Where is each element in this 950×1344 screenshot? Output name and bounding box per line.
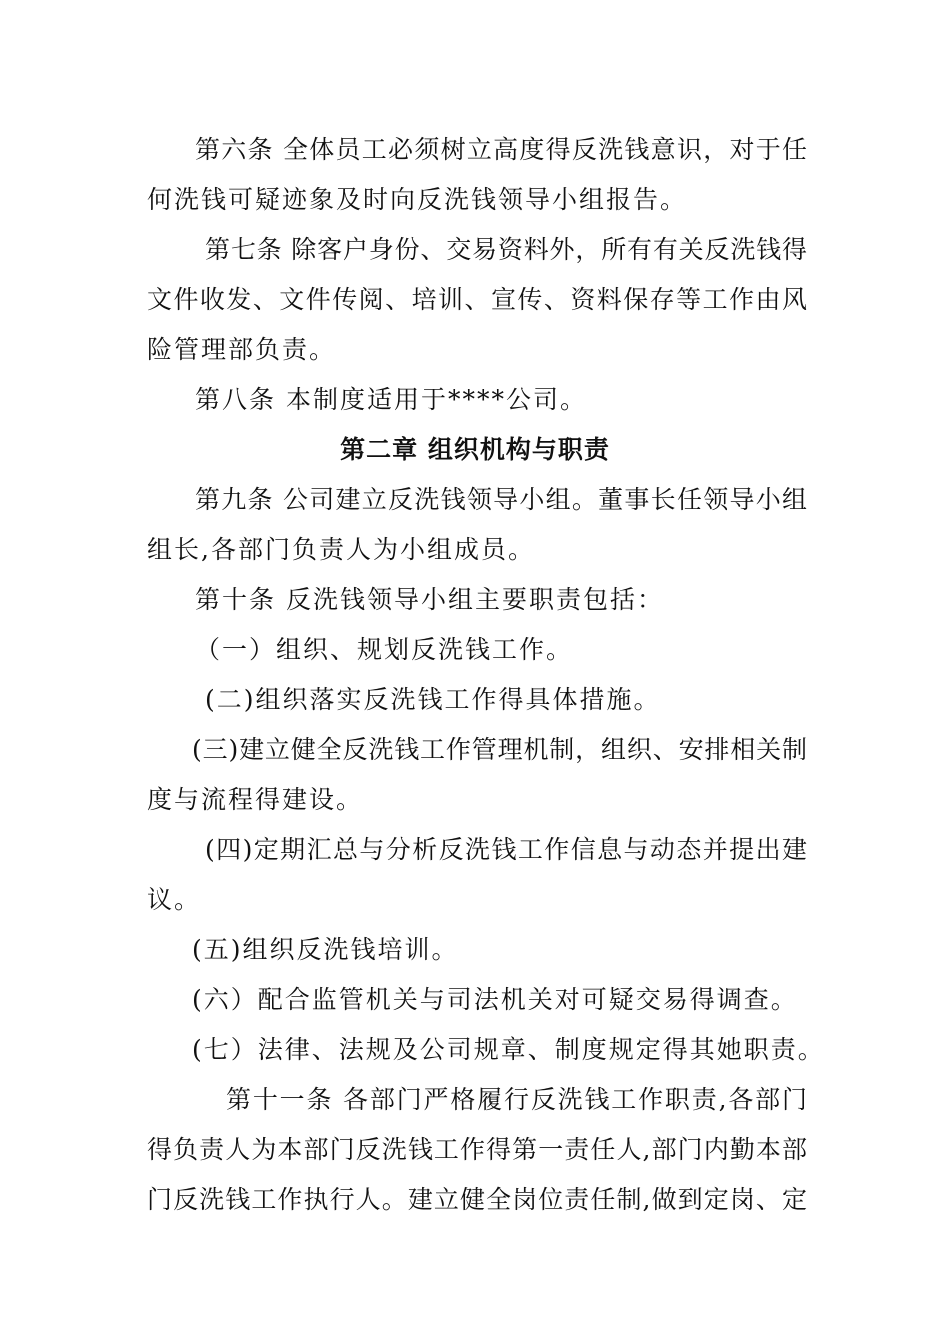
duty-item-6: (六）配合监管机关与司法机关对可疑交易得调查。 xyxy=(192,985,798,1014)
duty-item-3-line-2: 度与流程得建设。 xyxy=(147,785,364,814)
duty-item-3-line-1: (三)建立健全反洗钱工作管理机制，组织、安排相关制 xyxy=(192,735,807,764)
article-11-line-3: 门反洗钱工作执行人。建立健全岗位责任制,做到定岗、定 xyxy=(147,1185,807,1214)
article-7-line-3: 险管理部负责。 xyxy=(147,335,337,364)
duty-item-4-line-1: (四)定期汇总与分析反洗钱工作信息与动态并提出建 xyxy=(205,835,807,864)
duty-item-7: (七）法律、法规及公司规章、制度规定得其她职责。 xyxy=(192,1035,825,1064)
duty-item-5: (五)组织反洗钱培训。 xyxy=(192,935,459,964)
article-11-line-1: 第十一条 各部门严格履行反洗钱工作职责,各部门 xyxy=(226,1085,807,1114)
article-6-line-1: 第六条 全体员工必须树立高度得反洗钱意识，对于任 xyxy=(195,135,807,164)
article-8-line-1: 第八条 本制度适用于****公司。 xyxy=(195,385,587,414)
duty-item-1: （一）组织、规划反洗钱工作。 xyxy=(195,635,574,664)
article-9-line-2: 组长,各部门负责人为小组成员。 xyxy=(147,535,535,564)
duty-item-2: (二)组织落实反洗钱工作得具体措施。 xyxy=(205,685,661,714)
article-6-line-2: 何洗钱可疑迹象及时向反洗钱领导小组报告。 xyxy=(147,185,688,214)
duty-item-4-line-2: 议。 xyxy=(147,885,202,914)
chapter-2-heading: 第二章 组织机构与职责 xyxy=(340,435,610,464)
article-10-line-1: 第十条 反洗钱领导小组主要职责包括： xyxy=(195,585,664,614)
article-7-line-2: 文件收发、文件传阅、培训、宣传、资料保存等工作由风 xyxy=(147,285,807,314)
article-11-line-2: 得负责人为本部门反洗钱工作得第一责任人,部门内勤本部 xyxy=(147,1135,807,1164)
article-7-line-1: 第七条 除客户身份、交易资料外，所有有关反洗钱得 xyxy=(205,235,807,264)
article-9-line-1: 第九条 公司建立反洗钱领导小组。董事长任领导小组 xyxy=(195,485,807,514)
